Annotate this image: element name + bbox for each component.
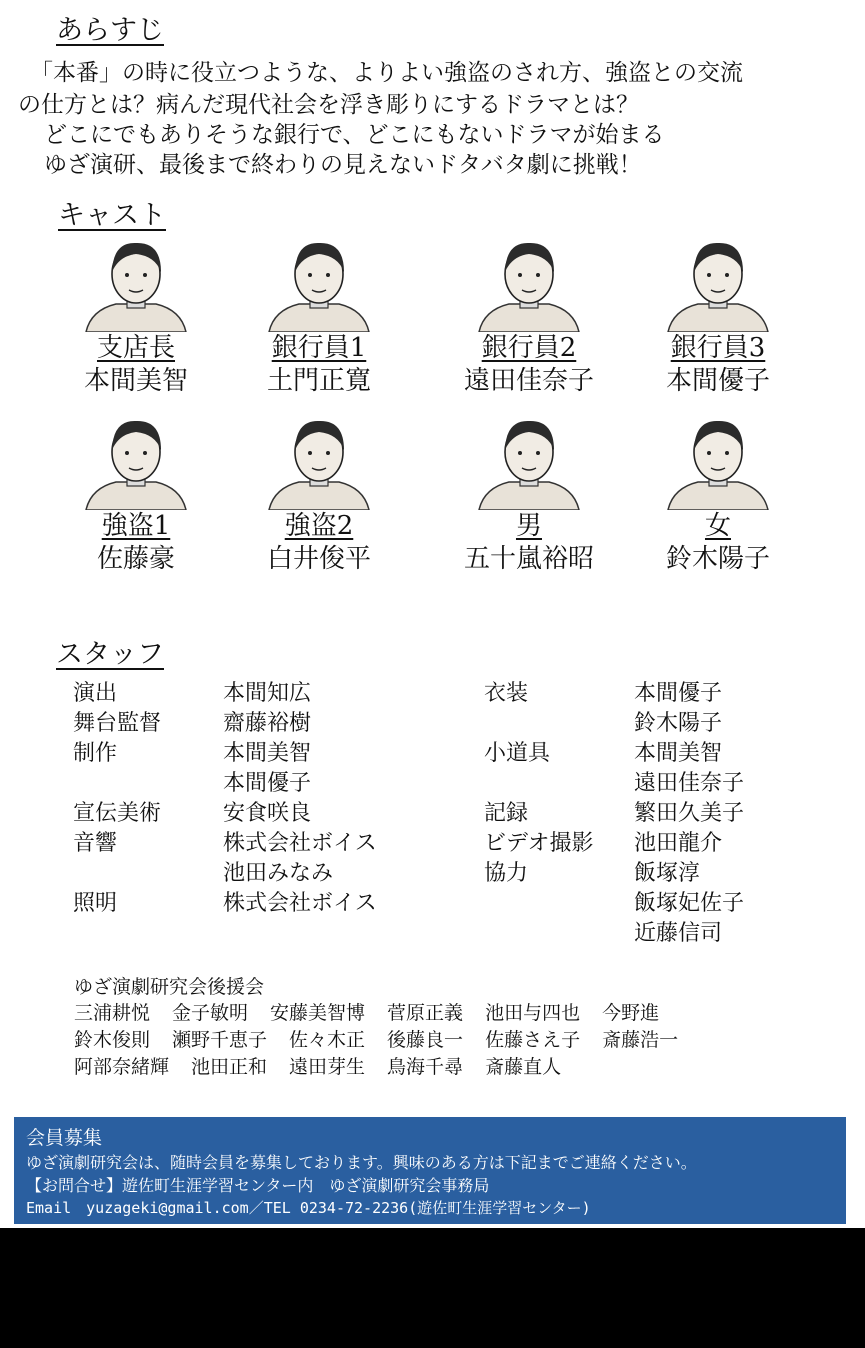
supporter-name: 菅原正義 xyxy=(387,1002,464,1024)
cast-role: 強盗2 xyxy=(284,511,354,541)
staff-name: 齋藤裕樹 xyxy=(223,711,312,736)
supporter-name: 池田与四也 xyxy=(485,1002,581,1024)
staff-name: 池田みなみ xyxy=(223,861,334,886)
staff-role: 照明 xyxy=(73,891,118,916)
staff-name: 池田龍介 xyxy=(634,831,723,856)
staff-role: 協力 xyxy=(484,861,529,886)
cast-role: 支店長 xyxy=(96,333,175,363)
portrait-illustration-icon xyxy=(264,410,374,510)
cast-member xyxy=(439,232,619,398)
cast-actor: 五十嵐裕昭 xyxy=(463,544,594,574)
staff-name: 近藤信司 xyxy=(634,921,723,946)
staff-name: 本間優子 xyxy=(223,771,312,796)
banner-contact: 【お問合せ】遊佐町生涯学習センター内 ゆざ演劇研究会事務局 xyxy=(26,1176,490,1195)
supporter-name: 斎藤浩一 xyxy=(602,1029,679,1051)
cast-actor: 佐藤豪 xyxy=(96,544,175,574)
synopsis-line: ゆざ演研、最後まで終わりの見えないドタバタ劇に挑戦！ xyxy=(44,152,642,178)
synopsis-line: どこにでもありそうな銀行で、どこにもないドラマが始まる xyxy=(44,122,665,148)
supporter-name: 三浦耕悦 xyxy=(74,1002,151,1024)
bottom-bar xyxy=(0,1228,865,1348)
supporters-row xyxy=(74,1052,583,1079)
cast-actor: 本間美智 xyxy=(83,366,188,396)
cast-actor: 本間優子 xyxy=(665,366,770,396)
staff-role: 小道具 xyxy=(484,741,551,766)
staff-role: 制作 xyxy=(73,741,118,766)
cast-member xyxy=(229,232,409,398)
supporter-name: 金子敏明 xyxy=(172,1002,249,1024)
cast-heading: キャスト xyxy=(58,200,166,231)
portrait-illustration-icon xyxy=(81,410,191,510)
staff-role: 音響 xyxy=(73,831,118,856)
cast-member xyxy=(46,232,226,398)
membership-banner xyxy=(14,1117,846,1224)
staff-name: 安食咲良 xyxy=(223,801,312,826)
staff-heading: スタッフ xyxy=(56,639,164,670)
supporter-name: 鈴木俊則 xyxy=(74,1029,151,1051)
cast-role: 銀行員1 xyxy=(271,333,367,363)
cast-actor: 土門正寛 xyxy=(266,366,371,396)
cast-actor: 白井俊平 xyxy=(266,544,371,574)
staff-name: 株式会社ボイス xyxy=(223,831,377,856)
supporter-name: 瀬野千恵子 xyxy=(172,1029,268,1051)
cast-role: 女 xyxy=(704,511,731,541)
staff-name: 本間美智 xyxy=(223,741,312,766)
portrait-illustration-icon xyxy=(474,232,584,332)
supporter-name: 池田正和 xyxy=(191,1056,268,1078)
supporter-name: 遠田芽生 xyxy=(289,1056,366,1078)
portrait-illustration-icon xyxy=(264,232,374,332)
supporter-name: 斎藤直人 xyxy=(485,1056,562,1078)
cast-member xyxy=(628,232,808,398)
supporter-name: 今野進 xyxy=(602,1002,660,1024)
staff-role: 演出 xyxy=(73,681,118,706)
supporter-name: 後藤良一 xyxy=(387,1029,464,1051)
portrait-illustration-icon xyxy=(474,410,584,510)
cast-member xyxy=(628,410,808,576)
cast-role: 銀行員2 xyxy=(481,333,577,363)
staff-name: 本間優子 xyxy=(634,681,723,706)
supporters-row xyxy=(74,1025,700,1052)
staff-name: 飯塚淳 xyxy=(634,861,701,886)
supporter-name: 佐藤さえ子 xyxy=(485,1029,581,1051)
cast-role: 強盗1 xyxy=(101,511,171,541)
portrait-illustration-icon xyxy=(663,232,773,332)
cast-member xyxy=(46,410,226,576)
cast-member xyxy=(439,410,619,576)
staff-role: 宣伝美術 xyxy=(73,801,162,826)
staff-name: 株式会社ボイス xyxy=(223,891,377,916)
cast-member xyxy=(229,410,409,576)
cast-role: 銀行員3 xyxy=(670,333,766,363)
cast-role: 男 xyxy=(515,511,542,541)
banner-line: ゆざ演劇研究会は、随時会員を募集しております。興味のある方は下記までご連絡ください。 xyxy=(26,1153,697,1172)
banner-title: 会員募集 xyxy=(26,1127,103,1149)
supporter-name: 阿部奈緒輝 xyxy=(74,1056,170,1078)
supporter-name: 佐々木正 xyxy=(289,1029,366,1051)
synopsis-line: 「本番」の時に役立つような、よりよい強盗のされ方、強盗との交流 xyxy=(30,60,743,86)
synopsis-heading: あらすじ xyxy=(56,15,164,46)
staff-role: 記録 xyxy=(484,801,529,826)
supporter-name: 鳥海千尋 xyxy=(387,1056,464,1078)
synopsis-line: の仕方とは？病んだ現代社会を浮き彫りにするドラマとは？ xyxy=(18,92,639,118)
supporters-title: ゆざ演劇研究会後援会 xyxy=(74,976,265,998)
staff-name: 鈴木陽子 xyxy=(634,711,723,736)
banner-email-tel[interactable]: Email yuzageki@gmail.com／TEL 0234-72-2236(遊佐町生涯学習センター) xyxy=(26,1199,591,1217)
supporters-row xyxy=(74,998,681,1025)
staff-role: 舞台監督 xyxy=(73,711,162,736)
staff-name: 遠田佳奈子 xyxy=(634,771,745,796)
portrait-illustration-icon xyxy=(81,232,191,332)
portrait-illustration-icon xyxy=(663,410,773,510)
staff-name: 本間知広 xyxy=(223,681,312,706)
staff-role: ビデオ撮影 xyxy=(484,831,594,856)
supporter-name: 安藤美智博 xyxy=(270,1002,366,1024)
staff-name: 繁田久美子 xyxy=(634,801,745,826)
cast-actor: 鈴木陽子 xyxy=(665,544,770,574)
staff-name: 飯塚妃佐子 xyxy=(634,891,745,916)
staff-role: 衣装 xyxy=(484,681,529,706)
staff-name: 本間美智 xyxy=(634,741,723,766)
cast-actor: 遠田佳奈子 xyxy=(463,366,594,396)
